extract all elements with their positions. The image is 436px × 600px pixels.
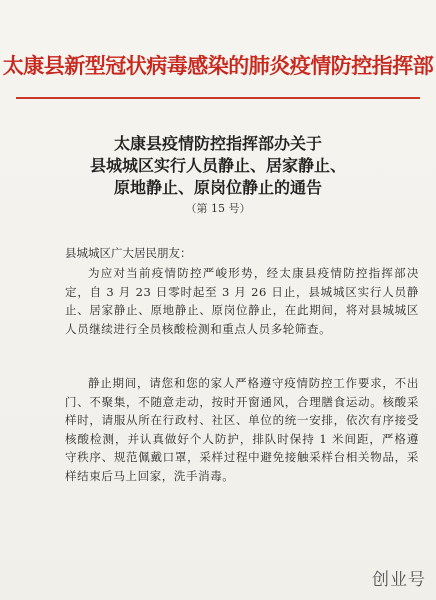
- notice-title-line-3: 原地静止、原岗位静止的通告: [113, 178, 322, 197]
- notice-title-line-1: 太康县疫情防控指挥部办关于: [113, 134, 322, 153]
- paragraph-1: 为应对当前疫情防控严峻形势，经太康县疫情防控指挥部决定，自 3 月 23 日零时起至 3 月 26 日止，县城城区实行人员静止、居家静止、原地静止、原岗位静止，在此期间，将对县城城区人员继续进行全员核酸检测和重点人员多轮筛查。: [65, 266, 419, 336]
- red-divider-line: [16, 97, 420, 99]
- watermark-logo-text: 创业号: [372, 570, 426, 590]
- salutation: 县城城区广大居民朋友：: [65, 246, 192, 260]
- notice-title-line-2: 县城城区实行人员静止、居家静止、: [89, 156, 346, 175]
- masthead-title: 太康县新型冠状病毒感染的肺炎疫情防控指挥部: [2, 53, 434, 78]
- document-number: （第 15 号）: [185, 202, 251, 215]
- paragraph-2: 静止期间，请您和您的家人严格遵守疫情防控工作要求，不出门、不聚集，不随意走动，按时开窗通风，合理膳食运动。核酸采样时，请服从所在行政村、社区、单位的统一安排，依次有序接受核酸检测，并认真做好个人防护，排队时保持 1 米间距，严格遵守秩序、规范佩戴口罩，采样过程中避免接触采样台相关物品，采样结束后马上回家，洗手消毒。: [65, 376, 419, 483]
